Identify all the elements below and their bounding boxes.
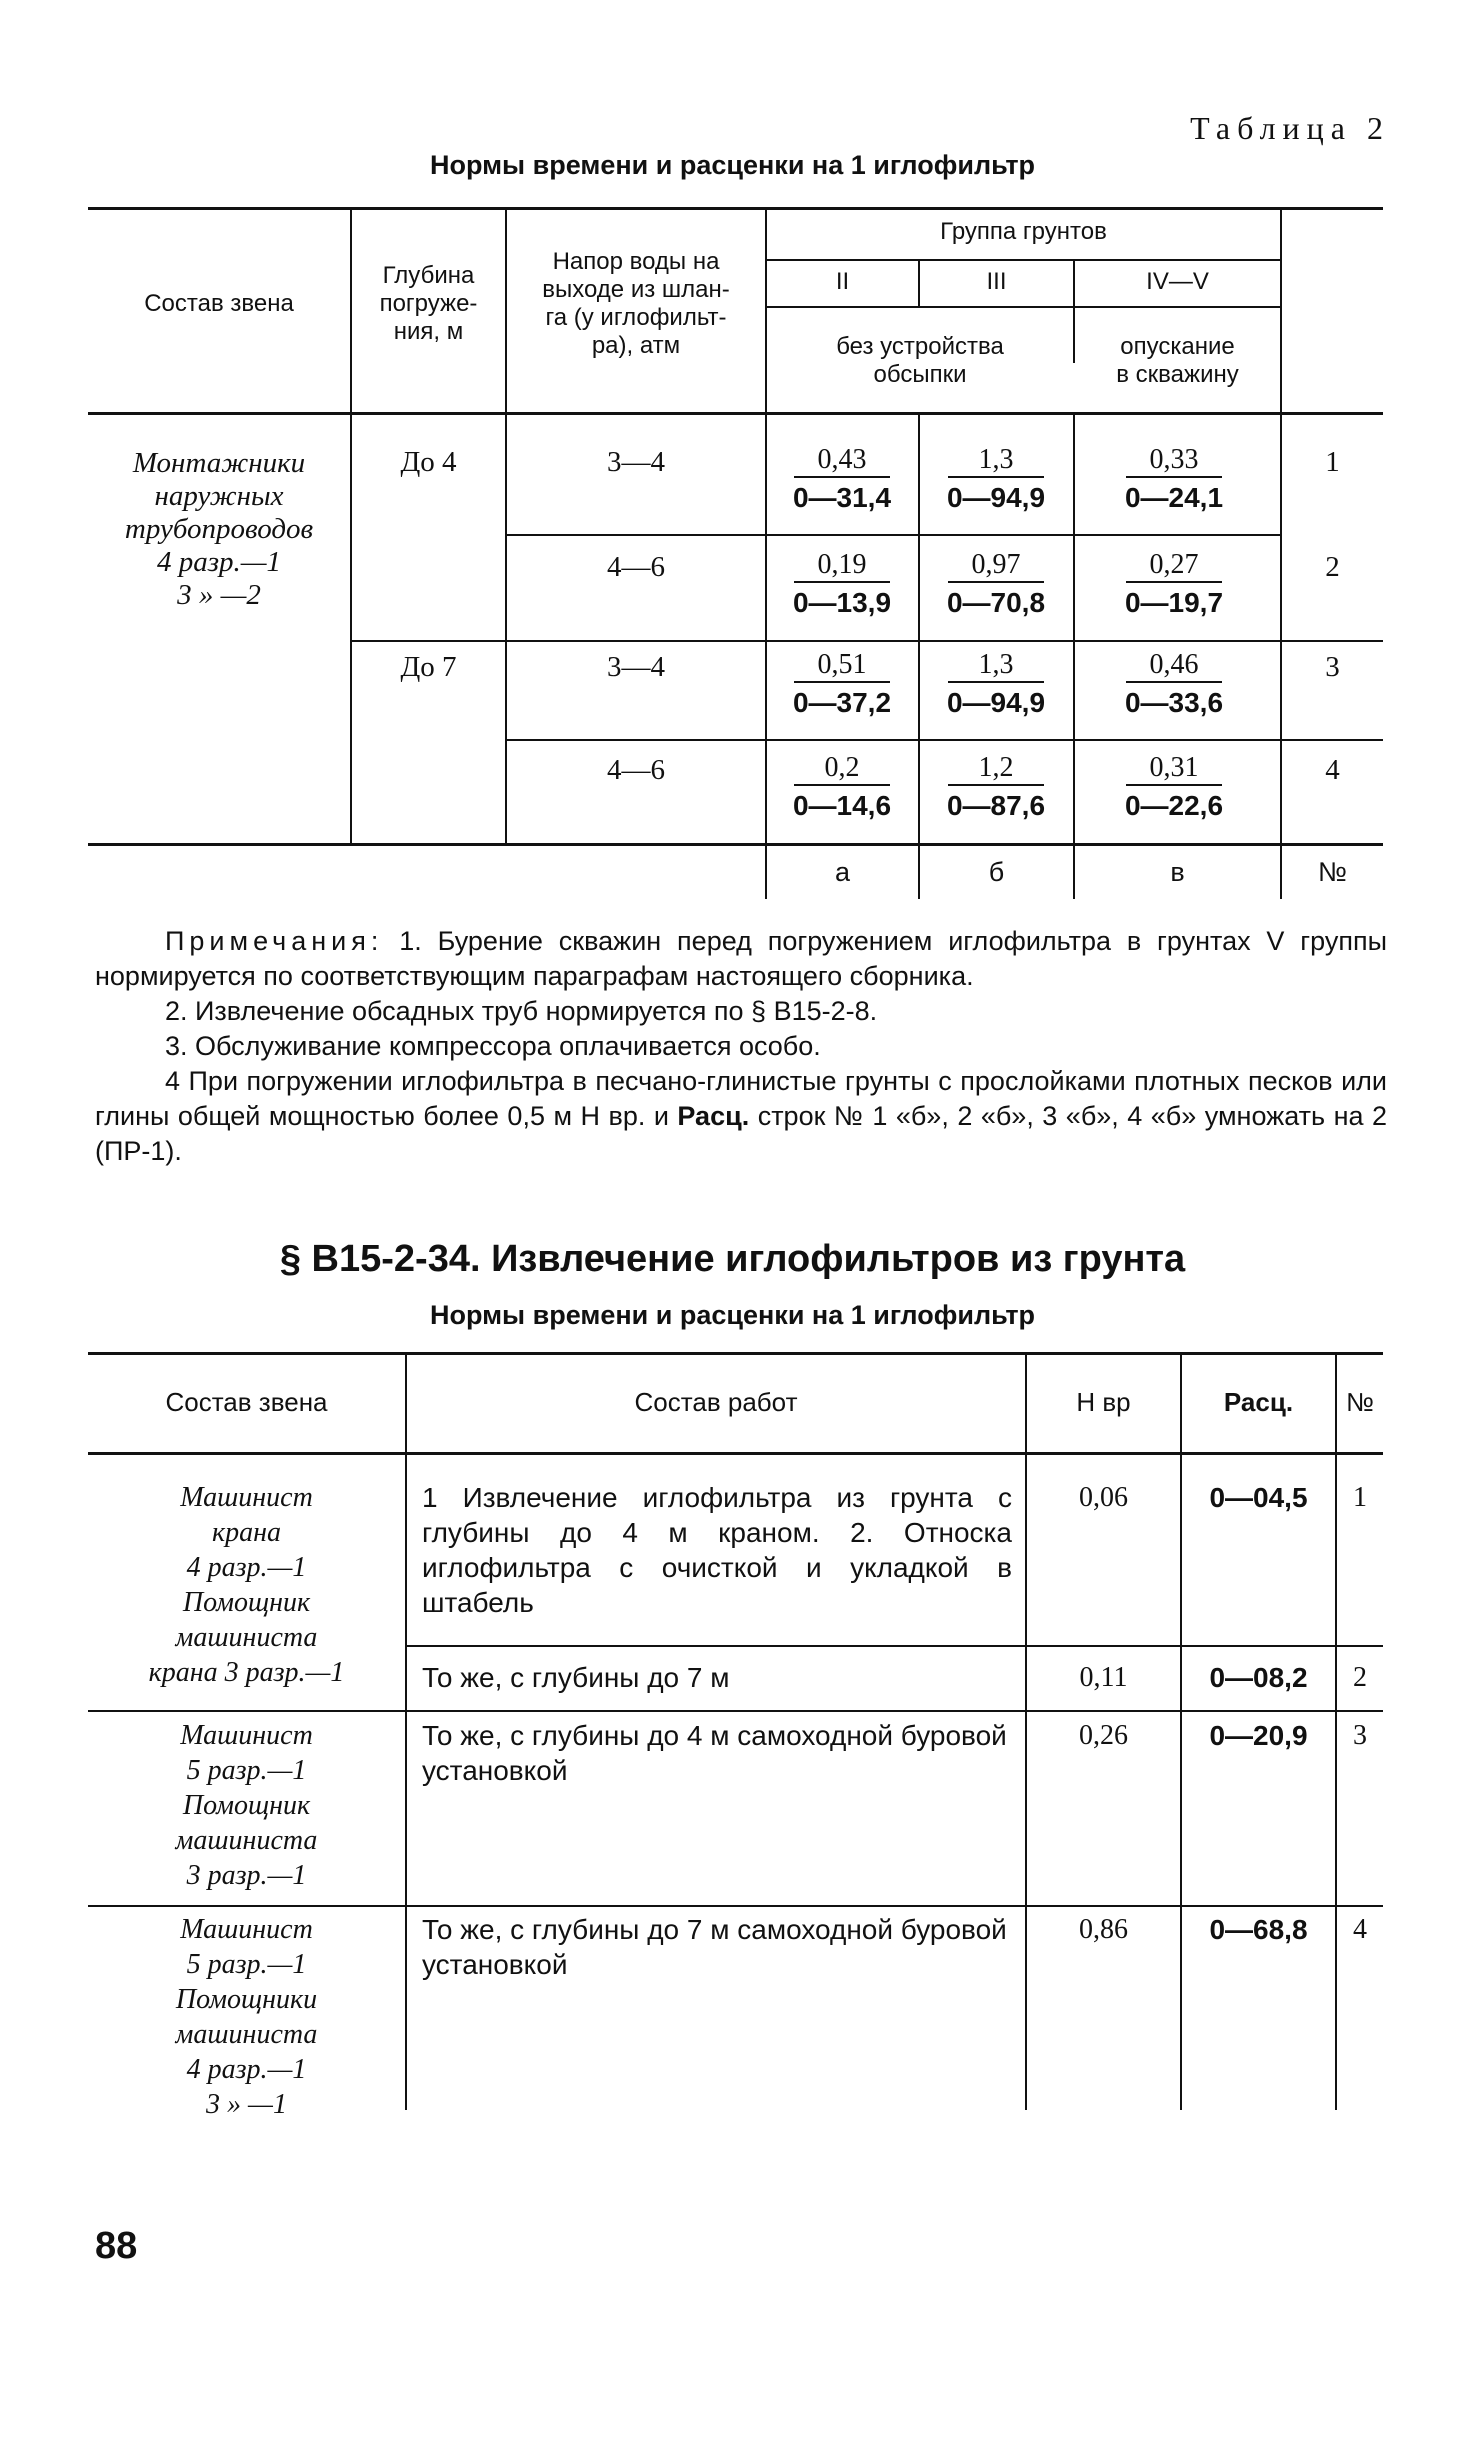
crew-cell: Монтажники наружных трубопроводов 4 разр.—1 3 » —2 xyxy=(124,447,314,611)
row-number: 2 xyxy=(1325,551,1340,583)
value-cell: 1,3 0—94,9 xyxy=(946,649,1046,718)
header-soil-group: Группа грунтов xyxy=(940,218,1107,245)
value-cell: 0,33 0—24,1 xyxy=(1124,444,1224,513)
value-cell: 0,27 0—19,7 xyxy=(1124,549,1224,618)
column-letter-a: а xyxy=(834,857,851,887)
value-cell: 0,97 0—70,8 xyxy=(946,549,1046,618)
header-group-ii: II xyxy=(835,268,850,295)
value-cell: 0,19 0—13,9 xyxy=(792,549,892,618)
value-cell: 1,3 0—94,9 xyxy=(946,444,1046,513)
header-lowering: опускание в скважину xyxy=(1116,333,1239,388)
pressure-cell: 4—6 xyxy=(607,754,665,786)
header-group-iv-v: IV—V xyxy=(1146,268,1209,295)
work-description: То же, с глубины до 4 м самоходной буровой установкой xyxy=(422,1720,1007,1786)
table-label: Таблица 2 xyxy=(1190,110,1390,146)
value-cell: 0,43 0—31,4 xyxy=(792,444,892,513)
depth-cell: До 7 xyxy=(400,651,457,683)
row-number: 1 xyxy=(1353,1482,1367,1513)
header-rate: Расц. xyxy=(1223,1387,1294,1417)
row-number: 4 xyxy=(1325,754,1340,786)
value-cell: 0,51 0—37,2 xyxy=(792,649,892,718)
norm-time: 0,06 xyxy=(1079,1482,1128,1513)
pressure-cell: 4—6 xyxy=(607,551,665,583)
pressure-cell: 3—4 xyxy=(607,446,665,478)
note-1: Примечания: 1. Бурение скважин перед погружением иглофильтра в грунтах V группы нормируется по соответствующим параграфам настоящего сборника. xyxy=(95,926,1387,991)
rate-value: 0—20,9 xyxy=(1209,1720,1308,1751)
note-3: 3. Обслуживание компрессора оплачивается особо. xyxy=(165,1031,821,1061)
header-without-casing: без устройства обсыпки xyxy=(836,333,1004,388)
row-number: 3 xyxy=(1325,651,1340,683)
table-caption: Нормы времени и расценки на 1 иглофильтр xyxy=(429,150,1036,180)
section-caption: Нормы времени и расценки на 1 иглофильтр xyxy=(429,1300,1036,1330)
header-work: Состав работ xyxy=(634,1387,798,1417)
work-description: То же, с глубины до 7 м xyxy=(422,1662,730,1693)
section-title: § В15-2-34. Извлечение иглофильтров из грунта xyxy=(279,1238,1186,1280)
value-cell: 0,46 0—33,6 xyxy=(1124,649,1224,718)
crew-cell: Машинист крана 4 разр.—1 Помощник машиниста крана 3 разр.—1 xyxy=(148,1482,345,1688)
depth-cell: До 4 xyxy=(400,446,457,478)
norm-time: 0,26 xyxy=(1079,1720,1128,1751)
column-letter-b: б xyxy=(988,857,1005,887)
column-letter-c: в xyxy=(1170,857,1185,887)
work-description: То же, с глубины до 7 м самоходной буровой установкой xyxy=(422,1914,1007,1980)
notes xyxy=(95,924,1387,1169)
header-composition: Состав звена xyxy=(144,290,294,317)
column-number-sign: № xyxy=(1318,857,1347,887)
header-hvr: Н вр xyxy=(1076,1387,1131,1417)
note-4: 4 При погружении иглофильтра в песчано-глинистые грунты с прослойками плотных песков или глины общей мощностью более 0,5 м Н вр. и Расц. строк № 1 «б», 2 «б», 3 «б», 4 «б» умножать на 2 (ПР-1). xyxy=(95,1066,1387,1166)
norm-time: 0,11 xyxy=(1079,1662,1128,1693)
header-crew: Состав звена xyxy=(165,1387,328,1417)
work-description: 1 Извлечение иглофильтра из грунта с глубины до 4 м краном. 2. Относка иглофильтра с очисткой и укладкой в штабель xyxy=(422,1482,1012,1618)
header-pressure: Напор воды на выходе из шлан- га (у иглофильт- ра), атм xyxy=(542,248,730,359)
row-number: 3 xyxy=(1353,1720,1367,1751)
value-cell: 1,2 0—87,6 xyxy=(946,752,1046,821)
rate-value: 0—04,5 xyxy=(1209,1482,1308,1513)
page-number: 88 xyxy=(95,2225,138,2267)
crew-cell: Машинист 5 разр.—1 Помощник машиниста 3 разр.—1 xyxy=(175,1720,318,1891)
header-group-iii: III xyxy=(986,268,1007,295)
row-number: 2 xyxy=(1353,1662,1367,1693)
header-depth: Глубина погруже- ния, м xyxy=(379,262,478,345)
rate-value: 0—08,2 xyxy=(1209,1662,1308,1693)
norm-time: 0,86 xyxy=(1079,1914,1128,1945)
pressure-cell: 3—4 xyxy=(607,651,665,683)
header-number: № xyxy=(1346,1387,1374,1417)
row-number: 4 xyxy=(1353,1914,1367,1945)
value-cell: 0,31 0—22,6 xyxy=(1124,752,1224,821)
value-cell: 0,2 0—14,6 xyxy=(792,752,892,821)
rate-value: 0—68,8 xyxy=(1209,1914,1308,1945)
note-2: 2. Извлечение обсадных труб нормируется по § В15-2-8. xyxy=(165,996,878,1026)
row-number: 1 xyxy=(1325,446,1340,478)
crew-cell: Машинист 5 разр.—1 Помощники машиниста 4 разр.—1 3 » —1 xyxy=(175,1914,318,2120)
